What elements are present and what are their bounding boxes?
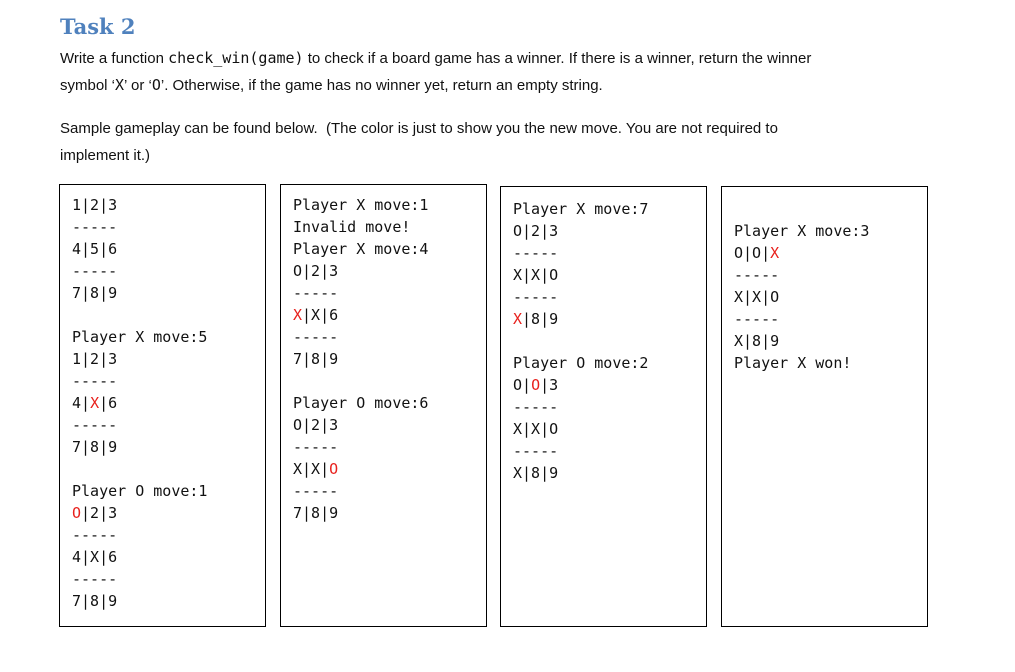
line-text: Invalid move! [293, 218, 411, 236]
gameplay-line [513, 198, 648, 220]
gameplay-line [72, 326, 207, 348]
task-title: Task 2 [60, 14, 136, 39]
gameplay-line [72, 524, 207, 546]
line-text: 4|5|6 [72, 240, 118, 258]
sample-note-line-1: Sample gameplay can be found below. (The color is just to show you the new move. You are not required to [60, 120, 778, 137]
gameplay-lines [293, 194, 428, 524]
line-text: Player X move:4 [293, 240, 429, 258]
description-text: Write a function [60, 50, 169, 67]
line-text: ----- [72, 570, 118, 588]
gameplay-line [293, 370, 428, 392]
gameplay-line [513, 374, 648, 396]
gameplay-line [293, 392, 428, 414]
line-text: |8|9 [522, 310, 559, 328]
gameplay-line [72, 370, 207, 392]
line-text: 7|8|9 [72, 592, 118, 610]
function-signature: check_win(game) [168, 49, 304, 67]
line-text: O| [513, 376, 532, 394]
gameplay-line [72, 238, 207, 260]
new-move-symbol: O [531, 376, 541, 394]
line-text: ----- [72, 262, 118, 280]
gameplay-line [72, 502, 207, 524]
gameplay-line [513, 418, 648, 440]
line-text: X|8|9 [513, 464, 559, 482]
line-text: ----- [734, 266, 780, 284]
line-text: |2|3 [81, 504, 118, 522]
line-text: ----- [72, 416, 118, 434]
line-text: O|2|3 [293, 262, 339, 280]
description-text: to check if a board game has a winner. If there is a winner, return the winner [303, 50, 812, 67]
description-line-2 [60, 72, 960, 99]
description-text: ’. Otherwise, if the game has no winner yet, return an empty string. [160, 77, 603, 94]
gameplay-line [293, 216, 428, 238]
line-text: ----- [72, 218, 118, 236]
description-line-1 [60, 45, 960, 72]
line-text: ----- [293, 482, 339, 500]
gameplay-lines [72, 194, 207, 612]
line-text: 4|X|6 [72, 548, 118, 566]
symbol-x: X [115, 76, 125, 94]
line-text: 7|8|9 [293, 504, 339, 522]
line-text: O|O| [734, 244, 771, 262]
gameplay-line [513, 462, 648, 484]
gameplay-box-4 [721, 186, 928, 627]
line-text: ----- [72, 526, 118, 544]
line-text: Player X move:3 [734, 222, 870, 240]
gameplay-line [513, 352, 648, 374]
line-text: X|X|O [513, 266, 559, 284]
description-text: symbol ‘ [60, 77, 116, 94]
line-text: Player X won! [734, 354, 852, 372]
line-text: |3 [540, 376, 559, 394]
line-text: X|8|9 [734, 332, 780, 350]
gameplay-box-1 [59, 184, 266, 627]
gameplay-line [72, 590, 207, 612]
line-text: ----- [513, 442, 559, 460]
line-text: X|X|O [734, 288, 780, 306]
gameplay-line [734, 330, 869, 352]
line-text: ----- [513, 288, 559, 306]
gameplay-line [734, 286, 869, 308]
task-description [60, 45, 960, 99]
gameplay-line [72, 282, 207, 304]
line-text: ----- [293, 438, 339, 456]
new-move-symbol: X [90, 394, 100, 412]
line-text: ----- [513, 398, 559, 416]
line-text: ----- [513, 244, 559, 262]
gameplay-lines [513, 198, 648, 484]
line-text: |6 [99, 394, 118, 412]
line-text: 4| [72, 394, 91, 412]
line-text: Player X move:7 [513, 200, 649, 218]
line-text: ----- [293, 284, 339, 302]
gameplay-line [734, 220, 869, 242]
gameplay-line [734, 308, 869, 330]
gameplay-line [293, 436, 428, 458]
line-text: ----- [293, 328, 339, 346]
new-move-symbol: X [293, 306, 303, 324]
sample-note-line-2: implement it.) [60, 147, 151, 164]
gameplay-line [513, 286, 648, 308]
line-text: |X|6 [302, 306, 339, 324]
gameplay-line [72, 260, 207, 282]
gameplay-line [513, 440, 648, 462]
line-text: Player O move:2 [513, 354, 649, 372]
line-text: X|X| [293, 460, 330, 478]
gameplay-line [72, 194, 207, 216]
gameplay-line [513, 396, 648, 418]
line-text: Player X move:1 [293, 196, 429, 214]
gameplay-line [734, 264, 869, 286]
description-text: ’ or ‘ [124, 77, 152, 94]
line-text: 7|8|9 [72, 438, 118, 456]
line-text: 1|2|3 [72, 350, 118, 368]
sample-note [60, 115, 960, 169]
gameplay-line [72, 216, 207, 238]
line-text: ----- [734, 310, 780, 328]
line-text: 1|2|3 [72, 196, 118, 214]
new-move-symbol: X [770, 244, 780, 262]
gameplay-box-2 [280, 184, 487, 627]
line-text: Player X move:5 [72, 328, 208, 346]
gameplay-line [293, 194, 428, 216]
gameplay-line [293, 480, 428, 502]
gameplay-line [293, 238, 428, 260]
gameplay-lines [734, 220, 869, 374]
gameplay-line [293, 414, 428, 436]
gameplay-line [293, 502, 428, 524]
gameplay-line [72, 348, 207, 370]
new-move-symbol: O [329, 460, 339, 478]
gameplay-line [72, 304, 207, 326]
line-text: Player O move:6 [293, 394, 429, 412]
gameplay-line [734, 352, 869, 374]
gameplay-line [513, 242, 648, 264]
gameplay-line [72, 458, 207, 480]
line-text: Player O move:1 [72, 482, 208, 500]
gameplay-line [72, 414, 207, 436]
gameplay-line [72, 568, 207, 590]
gameplay-line [72, 480, 207, 502]
gameplay-line [293, 458, 428, 480]
gameplay-line [293, 260, 428, 282]
line-text: O|2|3 [513, 222, 559, 240]
gameplay-line [734, 242, 869, 264]
new-move-symbol: X [513, 310, 523, 328]
gameplay-line [72, 546, 207, 568]
symbol-o: O [151, 76, 161, 94]
gameplay-line [72, 436, 207, 458]
line-text: 7|8|9 [293, 350, 339, 368]
gameplay-box-3 [500, 186, 707, 627]
gameplay-line [293, 304, 428, 326]
gameplay-line [293, 326, 428, 348]
gameplay-line [293, 348, 428, 370]
line-text: O|2|3 [293, 416, 339, 434]
line-text: 7|8|9 [72, 284, 118, 302]
gameplay-line [513, 220, 648, 242]
line-text: X|X|O [513, 420, 559, 438]
gameplay-line [293, 282, 428, 304]
new-move-symbol: O [72, 504, 82, 522]
gameplay-line [72, 392, 207, 414]
gameplay-line [513, 330, 648, 352]
gameplay-line [513, 264, 648, 286]
gameplay-line [513, 308, 648, 330]
line-text: ----- [72, 372, 118, 390]
